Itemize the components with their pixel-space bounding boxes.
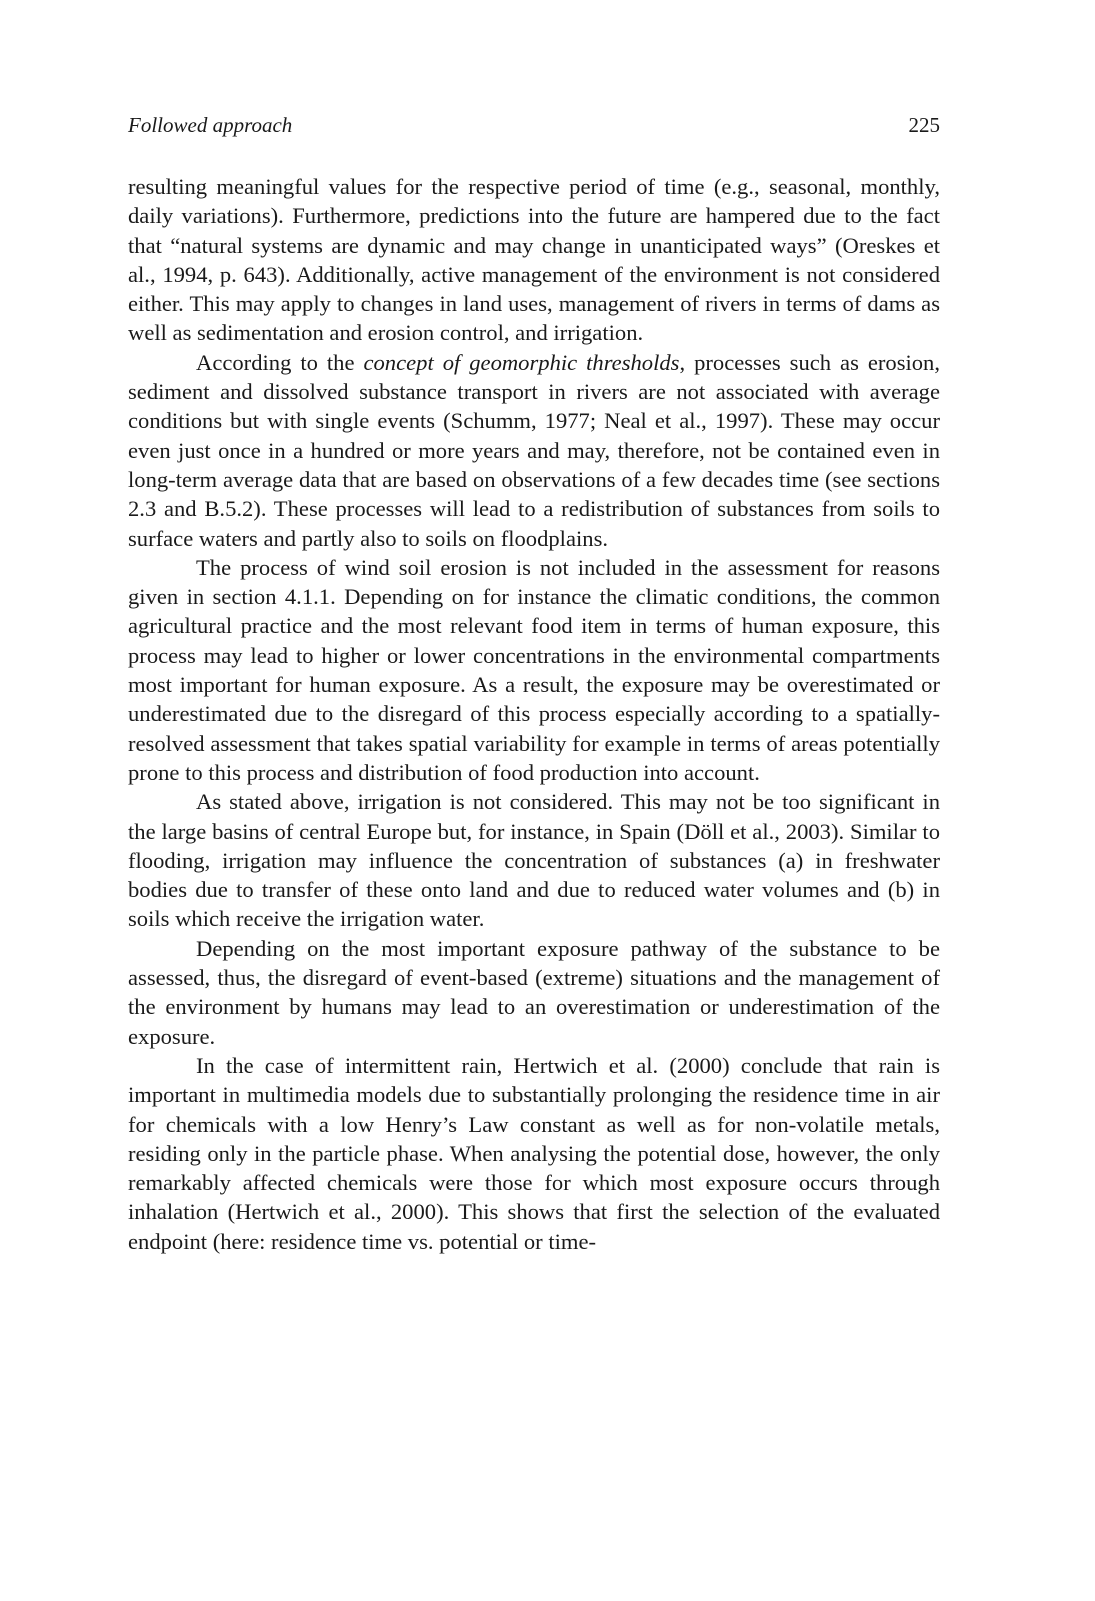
- text-run: , processes such as erosion, sediment and dissolved substance transport in rivers are not associated with average conditions but with single events (Schumm, 1977; Neal et al., 1997). These may occur even just once in a hundred or more years and may, therefore, not be contained even in long-term average data that are based on observations of a few decades time (see sections 2.3 and B.5.2). These processes will lead to a redistribution of substances from soils to surface waters and partly also to soils on floodplains.: [128, 349, 940, 551]
- italic-term: concept of geomorphic thresholds: [363, 349, 680, 375]
- text-run: In the case of intermittent rain, Hertwich et al. (2000) conclude that rain is important in multimedia models due to substantially prolonging the residence time in air for chemicals with a low Henry’s Law constant as well as for non-volatile metals, residing only in the particle phase. When analysing the potential dose, however, the only remarkably affected chemicals were those for which most exposure occurs through inhalation (Hertwich et al., 2000). This shows that first the selection of the evaluated endpoint (here: residence time vs. potential or time-: [128, 1052, 940, 1254]
- text-run: According to the: [196, 349, 364, 375]
- paragraph: [128, 1051, 940, 1256]
- text-run: The process of wind soil erosion is not included in the assessment for reasons given in section 4.1.1. Depending on for instance the climatic conditions, the common agricultural practice and the most relevant food item in terms of human exposure, this process may lead to higher or lower concentrations in the environmental compartments most important for human exposure. As a result, the exposure may be overestimated or underestimated due to the disregard of this process especially according to a spatially-resolved assessment that takes spatial variability for example in terms of areas potentially prone to this process and distribution of food production into account.: [128, 554, 940, 785]
- page-header: [128, 113, 940, 138]
- paragraph: [128, 553, 940, 787]
- running-title: Followed approach: [128, 113, 293, 137]
- paragraph: [128, 172, 940, 348]
- text-run: As stated above, irrigation is not considered. This may not be too significant in the large basins of central Europe but, for instance, in Spain (Döll et al., 2003). Similar to flooding, irrigation may influence the concentration of substances (a) in freshwater bodies due to transfer of these onto land and due to reduced water volumes and (b) in soils which receive the irrigation water.: [128, 789, 940, 932]
- paragraph: [128, 348, 940, 553]
- text-run: resulting meaningful values for the respective period of time (e.g., seasonal, monthly, daily variations). Furthermore, predictions into the future are hampered due to the fact that “natural systems are dynamic and may change in unanticipated ways” (Oreskes et al., 1994, p. 643). Additionally, active management of the environment is not considered either. This may apply to changes in land uses, management of rivers in terms of dams as well as sedimentation and erosion control, and irrigation.: [128, 174, 940, 346]
- paragraph: [128, 934, 940, 1051]
- paragraph: [128, 787, 940, 933]
- page-number: 225: [908, 113, 940, 137]
- text-run: Depending on the most important exposure pathway of the substance to be assessed, thus, the disregard of event-based (extreme) situations and the management of the environment by humans may lead to an overestimation or underestimation of the exposure.: [128, 935, 940, 1049]
- body-text: [128, 172, 940, 1256]
